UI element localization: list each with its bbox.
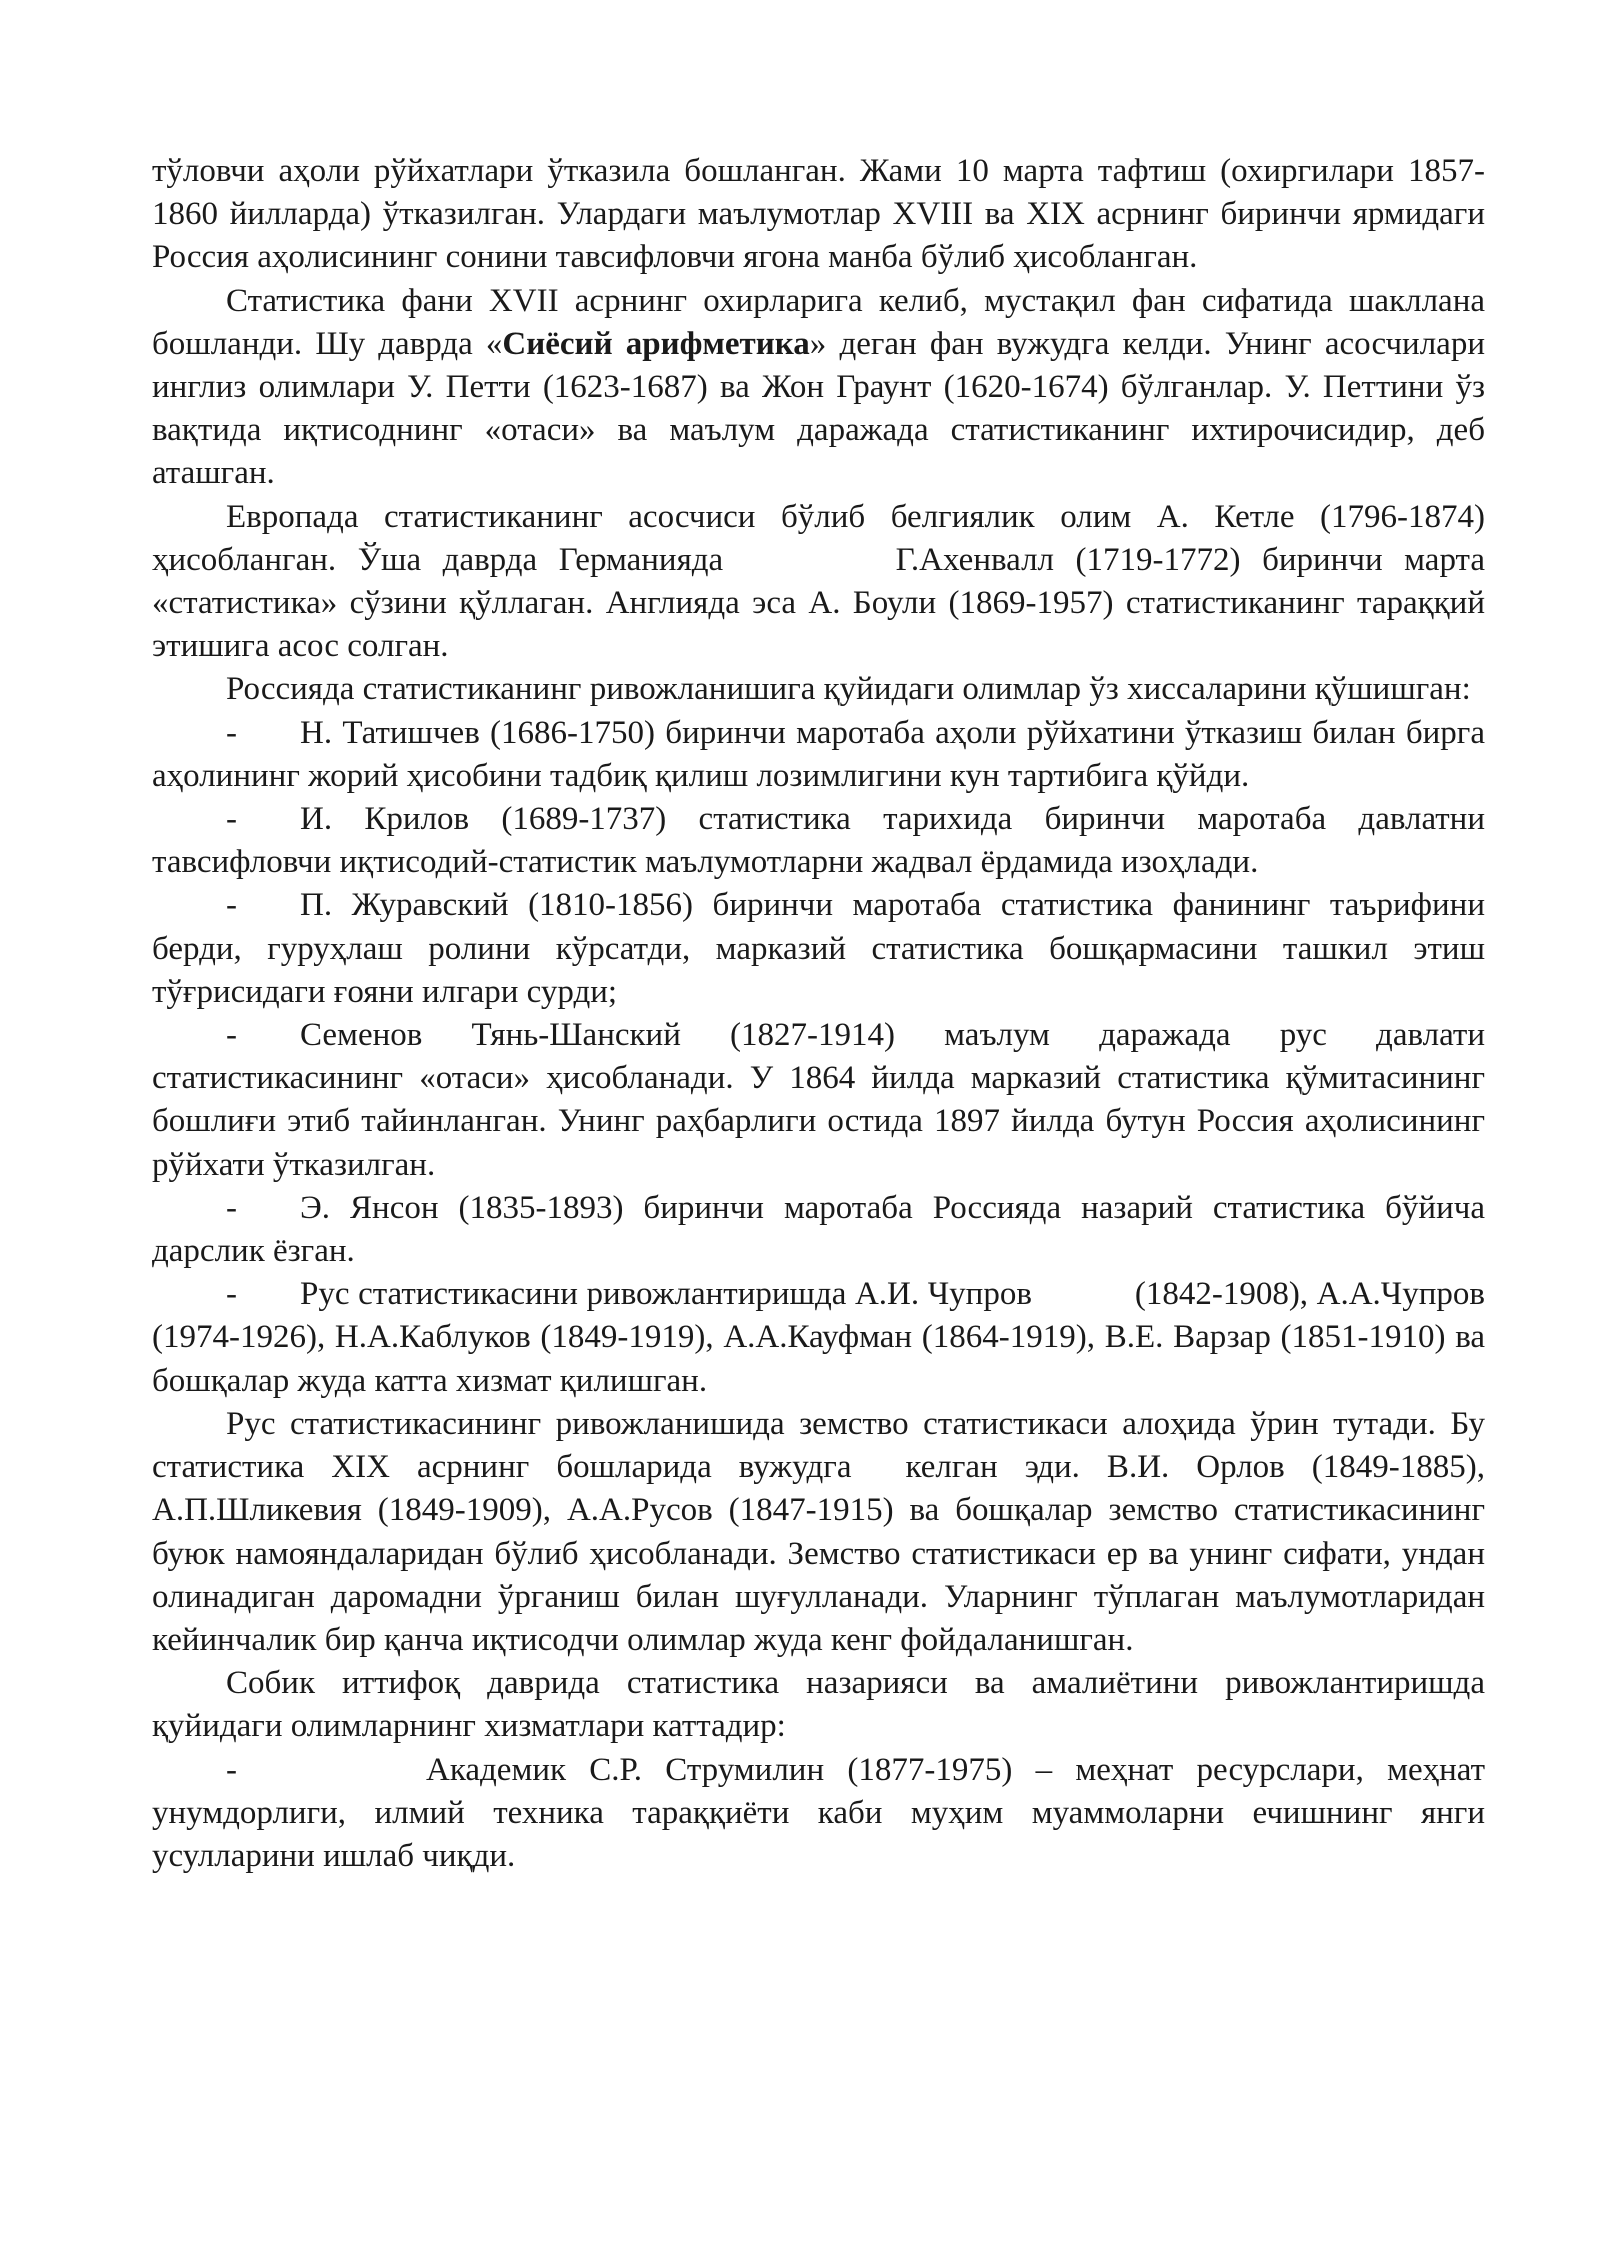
dash-bullet: -	[226, 801, 237, 838]
list-item-text: Академик С.Р. Струмилин (1877-1975) – меҳнат ресурслари, меҳнат унумдорлиги, илмий техника тараққиёти каби муҳим муаммоларни ечишнинг янги усулларини ишлаб чиқди.	[152, 1751, 1485, 1874]
dash-bullet: -	[226, 1276, 237, 1313]
list-item-yanson	[152, 1187, 1485, 1273]
dash-bullet: -	[226, 1751, 237, 1788]
list-item-zhuravsky	[152, 884, 1485, 1014]
list-item-chuprov	[152, 1273, 1494, 1403]
document-page	[152, 150, 1494, 1878]
list-item-strumilin	[152, 1749, 1485, 1879]
list-item-text: Э. Янсон (1835-1893) биринчи маротаба Россияда назарий статистика бўйича дарслик ёзган.	[152, 1189, 1485, 1270]
paragraph-1: тўловчи аҳоли рўйхатлари ўтказила бошланган. Жами 10 марта тафтиш (охиргилари 1857-1860 йилларда) ўтказилган. Улардаги маълумотлар XVIII ва XIX асрнинг биринчи ярмидаги Россия аҳолисининг сонини тавсифловчи ягона манба бўлиб ҳисобланган.	[152, 153, 1485, 276]
paragraph-2-text-b: » деган фан вужудга келди. Унинг асосчилари инглиз олимлари У. Петти (1623-1687) ва Жон Граунт (1620-1674) бўлганлар. У. Петтини ўз вақтида иқтисоднинг «отаси» ва маълум даражада статистиканинг ихтирочисидир, деб аташган.	[152, 325, 1485, 492]
list-item-semenov	[152, 1014, 1485, 1187]
list-item-text: И. Крилов (1689-1737) статистика тарихида биринчи маротаба давлатни тавсифловчи иқтисодий-статистик маълумотларни жадвал ёрдамида изоҳлади.	[152, 801, 1485, 881]
list-item-text: Н. Татишчев (1686-1750) биринчи маротаба аҳоли рўйхатини ўтказиш билан бирга аҳолининг жорий ҳисобини тадбиқ қилиш лозимлигини кун тартибига қўйди.	[152, 714, 1485, 794]
paragraph-2	[152, 280, 1485, 496]
list-item-text: Семенов Тянь-Шанский (1827-1914) маълум даражада рус давлати статистикасининг «отаси» ҳисобланади. У 1864 йилда марказий статистика қўмитасининг бошлиғи этиб тайинланган. Унинг раҳбарлиги остида 1897 йилда бутун Россия аҳолисининг рўйхати ўтказилган.	[152, 1017, 1485, 1183]
list-item-tatishchev	[152, 712, 1485, 798]
paragraph-6: Собик иттифоқ даврида статистика назарияси ва амалиётини ривожлантиришда қуйидаги олимларнинг хизматлари каттадир:	[152, 1665, 1485, 1745]
political-arithmetic-term: Сиёсий арифметика	[502, 325, 810, 362]
list-item-text: П. Журавский (1810-1856) биринчи маротаба статистика фанининг таърифини берди, гуруҳлаш ролини кўрсатди, марказий статистика бошқармасини ташкил этиш тўғрисидаги ғояни илгари сурди;	[152, 887, 1485, 1010]
list-item-text: Рус статистикасини ривожлантиришда А.И. Чупров (1842-1908), А.А.Чупров (1974-1926), Н.А.Каблуков (1849-1919), А.А.Кауфман (1864-1919), В.Е. Варзар (1851-1910) ва бошқалар жуда катта хизмат қилишган.	[152, 1276, 1494, 1399]
list-item-krilov	[152, 798, 1485, 884]
paragraph-2-text-a: Статистика фани XVII асрнинг охирларига келиб, мустақил фан сифатида шакллана бошланди. Шу даврда «	[152, 282, 1485, 362]
dash-bullet: -	[226, 1017, 237, 1054]
paragraph-4: Россияда статистиканинг ривожланишига қуйидаги олимлар ўз хиссаларини қўшишган:	[226, 671, 1471, 708]
paragraph-5: Рус статистикасининг ривожланишида земство статистикаси алоҳида ўрин тутади. Бу статистика XIX асрнинг бошларида вужудга келган эди. В.И. Орлов (1849-1885), А.П.Шликевия (1849-1909), А.А.Русов (1847-1915) ва бошқалар земство статистикасининг буюк намояндаларидан бўлиб ҳисобланади. Земство статистикаси ер ва унинг сифати, ундан олинадиган даромадни ўрганиш билан шуғулланади. Уларнинг тўплаган маълумотларидан кейинчалик бир қанча иқтисодчи олимлар жуда кенг фойдаланишган.	[152, 1405, 1494, 1658]
paragraph-3: Европада статистиканинг асосчиси бўлиб белгиялик олим А. Кетле (1796-1874) ҳисобланган. Ўша даврда Германияда Г.Ахенвалл (1719-1772) биринчи марта «статистика» сўзини қўллаган. Англияда эса А. Боули (1869-1957) статистиканинг тараққий этишига асос солган.	[152, 498, 1494, 665]
dash-bullet: -	[226, 887, 237, 924]
dash-bullet: -	[226, 1189, 237, 1226]
dash-bullet: -	[226, 714, 237, 751]
